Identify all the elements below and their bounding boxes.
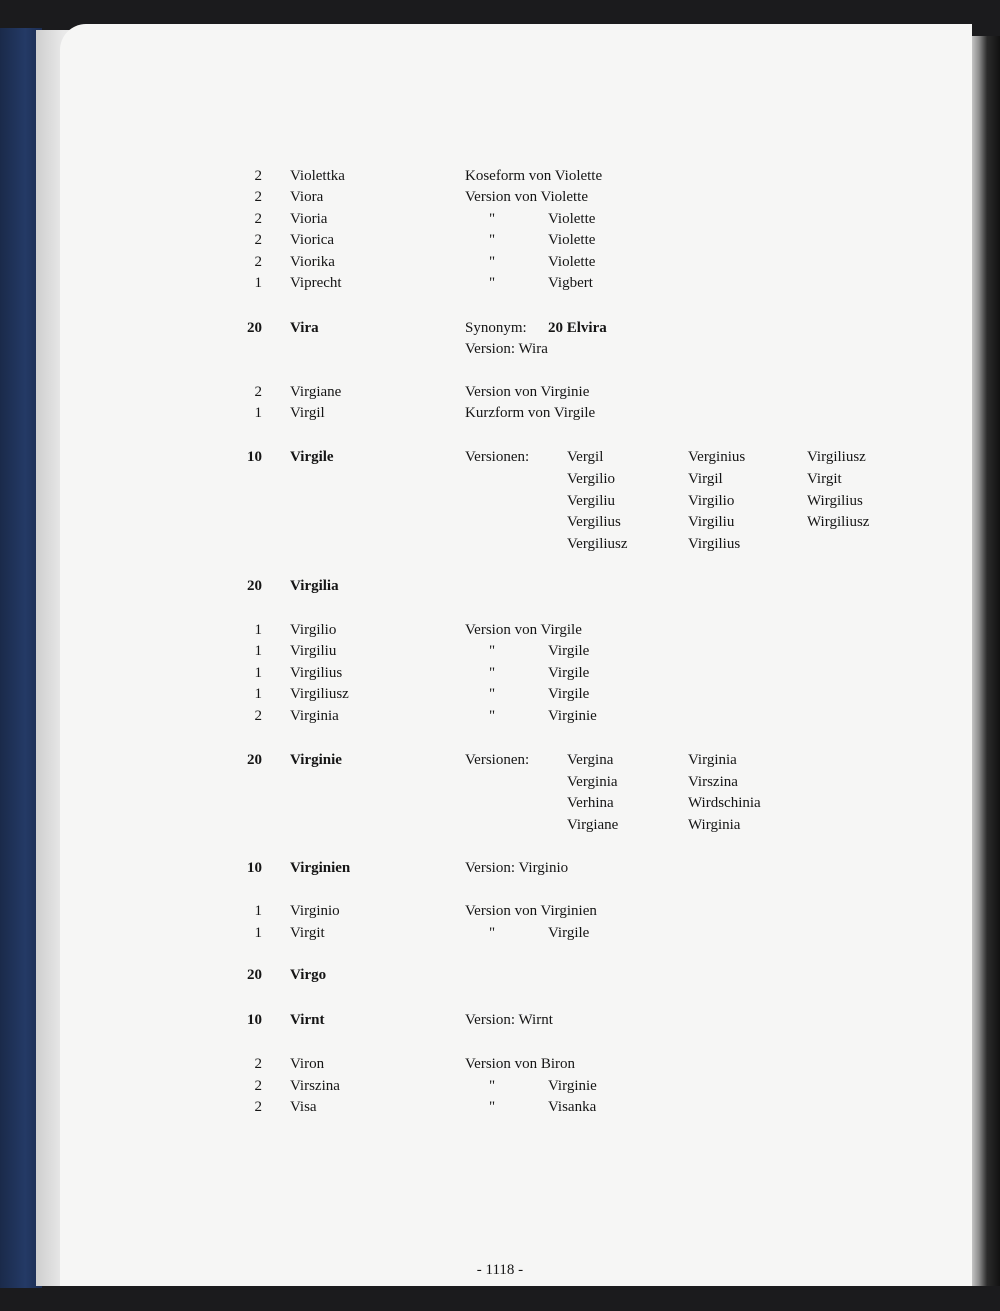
list-item	[0, 272, 1000, 294]
entry-description: Version von Virginien	[465, 903, 597, 919]
entry-description: Synonym:	[465, 320, 527, 336]
ditto-mark: "	[489, 643, 496, 659]
entry-description: Version von Virgile	[465, 622, 582, 638]
entry-reference: Virginie	[548, 1078, 597, 1094]
entry-reference: Violette	[548, 254, 596, 270]
entry-count: 1	[254, 686, 262, 702]
version-col-1: Vergiliusz	[567, 536, 628, 552]
list-item	[0, 964, 1000, 986]
list-item	[0, 683, 1000, 705]
entry-name: Viron	[290, 1056, 325, 1072]
list-item	[0, 317, 1000, 339]
entry-description: Version von Biron	[465, 1056, 575, 1072]
version-col-2: Virszina	[688, 774, 738, 790]
entry-reference: Virgile	[548, 665, 590, 681]
version-col-1: Vergiliu	[567, 493, 616, 509]
entry-description: Version: Wira	[465, 341, 548, 357]
list-item	[0, 1096, 1000, 1118]
ditto-mark: "	[489, 708, 496, 724]
version-col-2: Virgilius	[688, 536, 741, 552]
list-item	[0, 402, 1000, 424]
entry-reference: 20 Elvira	[548, 320, 607, 336]
entry-count: 1	[254, 665, 262, 681]
entry-name: Vira	[290, 320, 319, 336]
entry-count: 2	[254, 708, 262, 724]
list-item	[0, 1009, 1000, 1031]
entry-name: Virgit	[290, 925, 325, 941]
version-col-1: Vergil	[567, 449, 604, 465]
version-col-2: Virgilio	[688, 493, 735, 509]
list-item	[0, 533, 1000, 555]
ditto-mark: "	[489, 686, 496, 702]
entry-reference: Vigbert	[548, 275, 593, 291]
list-item	[0, 619, 1000, 641]
version-col-1: Vergina	[567, 752, 614, 768]
entry-count: 1	[254, 925, 262, 941]
version-col-2: Virgiliu	[688, 514, 735, 530]
entry-count: 2	[254, 168, 262, 184]
entry-description: Version von Violette	[465, 189, 588, 205]
page-number: - 1118 -	[476, 1262, 524, 1278]
entry-reference: Violette	[548, 211, 596, 227]
list-item	[0, 468, 1000, 490]
entry-name: Virgilius	[290, 665, 343, 681]
entry-reference: Virgile	[548, 643, 590, 659]
list-item	[0, 511, 1000, 533]
entry-count: 10	[247, 449, 262, 465]
version-col-3: Wirgiliusz	[807, 514, 870, 530]
entry-count: 10	[247, 860, 262, 876]
entry-name: Virszina	[290, 1078, 340, 1094]
ditto-mark: "	[489, 925, 496, 941]
list-item	[0, 792, 1000, 814]
version-col-3: Virgit	[807, 471, 842, 487]
entry-description: Versionen:	[465, 752, 530, 768]
list-item	[0, 1053, 1000, 1075]
entry-name: Virnt	[290, 1012, 325, 1028]
list-item	[0, 490, 1000, 512]
entry-name: Viprecht	[290, 275, 342, 291]
version-col-3: Wirgilius	[807, 493, 863, 509]
entry-count: 10	[247, 1012, 262, 1028]
version-col-2: Verginius	[688, 449, 746, 465]
version-col-1: Virgiane	[567, 817, 619, 833]
entry-count: 2	[254, 1099, 262, 1115]
entry-count: 2	[254, 189, 262, 205]
entry-count: 20	[247, 578, 262, 594]
ditto-mark: "	[489, 211, 496, 227]
version-col-3: Virgiliusz	[807, 449, 866, 465]
list-item	[0, 186, 1000, 208]
entry-name: Virgiliu	[290, 643, 337, 659]
entry-reference: Virgile	[548, 686, 590, 702]
list-item	[0, 575, 1000, 597]
version-col-1: Verginia	[567, 774, 618, 790]
entry-count: 1	[254, 405, 262, 421]
entry-name: Viorica	[290, 232, 335, 248]
entry-reference: Visanka	[548, 1099, 597, 1115]
list-item	[0, 814, 1000, 836]
entry-name: Virginio	[290, 903, 340, 919]
entry-count: 2	[254, 254, 262, 270]
entry-name: Viorika	[290, 254, 335, 270]
list-item	[0, 1075, 1000, 1097]
entry-description: Kurzform von Virgile	[465, 405, 596, 421]
entry-count: 20	[247, 320, 262, 336]
entry-count: 2	[254, 1056, 262, 1072]
entry-count: 1	[254, 643, 262, 659]
entry-name: Virgiliusz	[290, 686, 349, 702]
entry-reference: Violette	[548, 232, 596, 248]
entry-description: Version: Wirnt	[465, 1012, 553, 1028]
ditto-mark: "	[489, 1099, 496, 1115]
list-item	[0, 922, 1000, 944]
ditto-mark: "	[489, 665, 496, 681]
list-item	[0, 662, 1000, 684]
entry-description: Version von Virginie	[465, 384, 590, 400]
version-col-1: Vergilio	[567, 471, 616, 487]
list-item	[0, 165, 1000, 187]
entry-count: 1	[254, 275, 262, 291]
entry-count: 2	[254, 1078, 262, 1094]
entry-count: 20	[247, 752, 262, 768]
version-col-2: Wirdschinia	[688, 795, 761, 811]
entry-name: Violettka	[290, 168, 345, 184]
ditto-mark: "	[489, 1078, 496, 1094]
entry-count: 1	[254, 622, 262, 638]
entry-name: Virgilio	[290, 622, 337, 638]
entry-name: Virgilia	[290, 578, 339, 594]
entry-description: Koseform von Violette	[465, 168, 603, 184]
entry-description: Version: Virginio	[465, 860, 569, 876]
list-item	[0, 446, 1000, 468]
entry-name: Virgile	[290, 449, 334, 465]
ditto-mark: "	[489, 254, 496, 270]
entry-name: Virginie	[290, 752, 342, 768]
entry-name: Virginia	[290, 708, 339, 724]
ditto-mark: "	[489, 232, 496, 248]
ditto-mark: "	[489, 275, 496, 291]
entry-name: Virgiane	[290, 384, 342, 400]
entry-name: Visa	[290, 1099, 317, 1115]
entry-name: Virgo	[290, 967, 327, 983]
list-item	[0, 900, 1000, 922]
entry-name: Virginien	[290, 860, 351, 876]
entry-count: 1	[254, 903, 262, 919]
list-item	[0, 381, 1000, 403]
list-item	[0, 229, 1000, 251]
version-col-1: Verhina	[567, 795, 614, 811]
entry-count: 2	[254, 384, 262, 400]
entry-description: Versionen:	[465, 449, 530, 465]
list-item	[0, 251, 1000, 273]
version-col-2: Wirginia	[688, 817, 741, 833]
version-col-2: Virgil	[688, 471, 723, 487]
entry-name: Vioria	[290, 211, 328, 227]
list-item	[0, 208, 1000, 230]
entry-name: Virgil	[290, 405, 325, 421]
version-col-1: Vergilius	[567, 514, 621, 530]
entry-reference: Virgile	[548, 925, 590, 941]
version-col-2: Virginia	[688, 752, 737, 768]
entry-name: Viora	[290, 189, 324, 205]
list-item	[0, 338, 1000, 360]
list-item	[0, 749, 1000, 771]
entry-count: 20	[247, 967, 262, 983]
entry-count: 2	[254, 232, 262, 248]
entry-count: 2	[254, 211, 262, 227]
entry-reference: Virginie	[548, 708, 597, 724]
list-item	[0, 640, 1000, 662]
list-item	[0, 857, 1000, 879]
list-item	[0, 771, 1000, 793]
list-item	[0, 705, 1000, 727]
